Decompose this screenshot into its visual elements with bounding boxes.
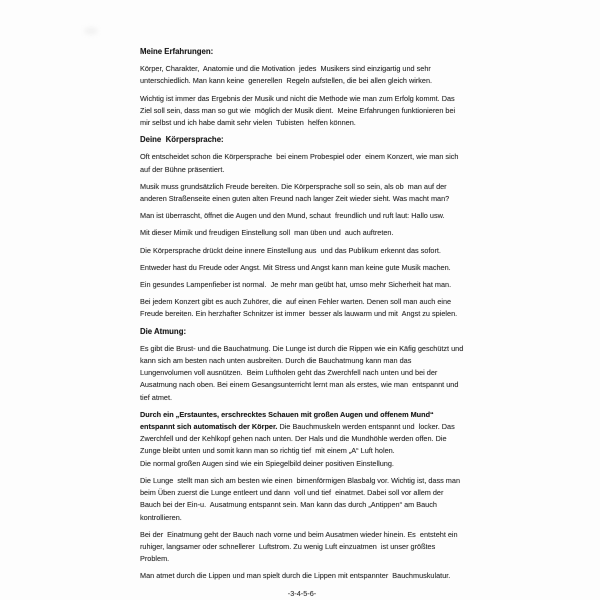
- paragraph: Die Körpersprache drückt deine innere Einstellung aus und das Publikum erkennt das sofort.: [140, 245, 441, 255]
- section-heading: Deine Körpersprache:: [140, 135, 224, 145]
- paragraph: Musik muss grundsätzlich Freude bereiten. Die Körpersprache soll so sein, als ob man auf der anderen Straßenseite einen guten alten Freund nach langer Zeit wieder sieht. Was macht man?: [140, 181, 450, 204]
- paragraph: Man atmet durch die Lippen und man spielt durch die Lippen mit entspannter Bauchmuskulatur.: [140, 571, 451, 581]
- paragraph: Wichtig ist immer das Ergebnis der Musik und nicht die Methode wie man zum Erfolg kommt. Das Ziel soll sein, dass man so gut wie möglich der Musik dient. Meine Erfahrungen funktionieren bei mir selbst und ich habe damit sehr vielen Tubisten helfen können.: [140, 93, 458, 128]
- paragraph: Durch ein „Erstauntes, erschrecktes Schauen mit großen Augen und offenem Mund“ entspannt sich automatisch der Körper. Die Bauchmuskeln werden entspannt und locker. Das Zwerchfell und der Kehlkopf gehen nach unten. Der Hals und die Mundhöhle werden offen. Die Zunge bleibt unten und somit kann man so richtig tief mit einem „A“ Luft holen. Die normal großen Augen sind wie ein Spiegelbild deiner positiven Einstellung.: [140, 409, 457, 468]
- paragraph: Bei der Einatmung geht der Bauch nach vorne und beim Ausatmen wieder hinein. Es entsteht ein ruhiger, langsamer oder schnellerer Luftstrom. Zu wenig Luft einzuatmen ist unser größtes Problem.: [140, 529, 460, 564]
- paragraph: Oft entscheidet schon die Körpersprache bei einem Probespiel oder einem Konzert, wie man sich auf der Bühne präsentiert.: [140, 152, 461, 174]
- paragraph: Mit dieser Mimik und freudigen Einstellung soll man üben und auch auftreten.: [140, 228, 394, 238]
- paragraph: Die Lunge stellt man sich am besten wie einen birnenförmigen Blasbalg vor. Wichtig ist, dass man beim Üben zuerst die Lunge entleert und dann voll und tief einatmet. Dabei soll vor allem der Bauch bei der Ein-u. Ausatmung entspannt sein. Man kann das durch „Antippen“ am Bauch kontrollieren.: [140, 475, 463, 522]
- bold-lead-sentence: Durch ein „Erstauntes, erschrecktes Schauen mit großen Augen und offenem Mund“ entspannt sich automatisch der Körper.: [140, 409, 438, 432]
- paragraph: Man ist überrascht, öffnet die Augen und den Mund, schaut freundlich und ruft laut: Hallo usw.: [140, 211, 445, 221]
- section-heading: Die Atmung:: [140, 326, 187, 336]
- paragraph: Entweder hast du Freude oder Angst. Mit Stress und Angst kann man keine gute Musik machen.: [140, 262, 451, 272]
- paragraph: Körper, Charakter, Anatomie und die Motivation jedes Musikers sind einzigartig und sehr unterschiedlich. Man kann keine generellen Regeln aufstellen, die bei allen gleich wirken.: [140, 64, 433, 86]
- scan-smudge: [84, 27, 98, 35]
- paragraph: Ein gesundes Lampenfieber ist normal. Je mehr man geübt hat, umso mehr Sicherheit hat man.: [140, 280, 452, 290]
- section-heading: Meine Erfahrungen:: [140, 47, 214, 56]
- document-content: [140, 46, 464, 600]
- page-number: -3-4-5-6-: [287, 588, 317, 598]
- paragraph: Bei jedem Konzert gibt es auch Zuhörer, die auf einen Fehler warten. Denen soll man auch eine Freude bereiten. Ein herzhafter Schnitzer ist immer besser als lauwarm und mit Angst zu spielen.: [140, 297, 458, 319]
- paragraph: Es gibt die Brust- und die Bauchatmung. Die Lunge ist durch die Rippen wie ein Käfig geschützt und kann sich am besten nach unten ausbreiten. Durch die Bauchatmung kann man das Lungenvolumen voll ausnützen. Beim Luftholen geht das Zwerchfell nach unten und bei der Ausatmung nach oben. Bei einem Gesangsunterricht lernt man als erstes, wie man entspannt und tief atmet.: [140, 343, 466, 402]
